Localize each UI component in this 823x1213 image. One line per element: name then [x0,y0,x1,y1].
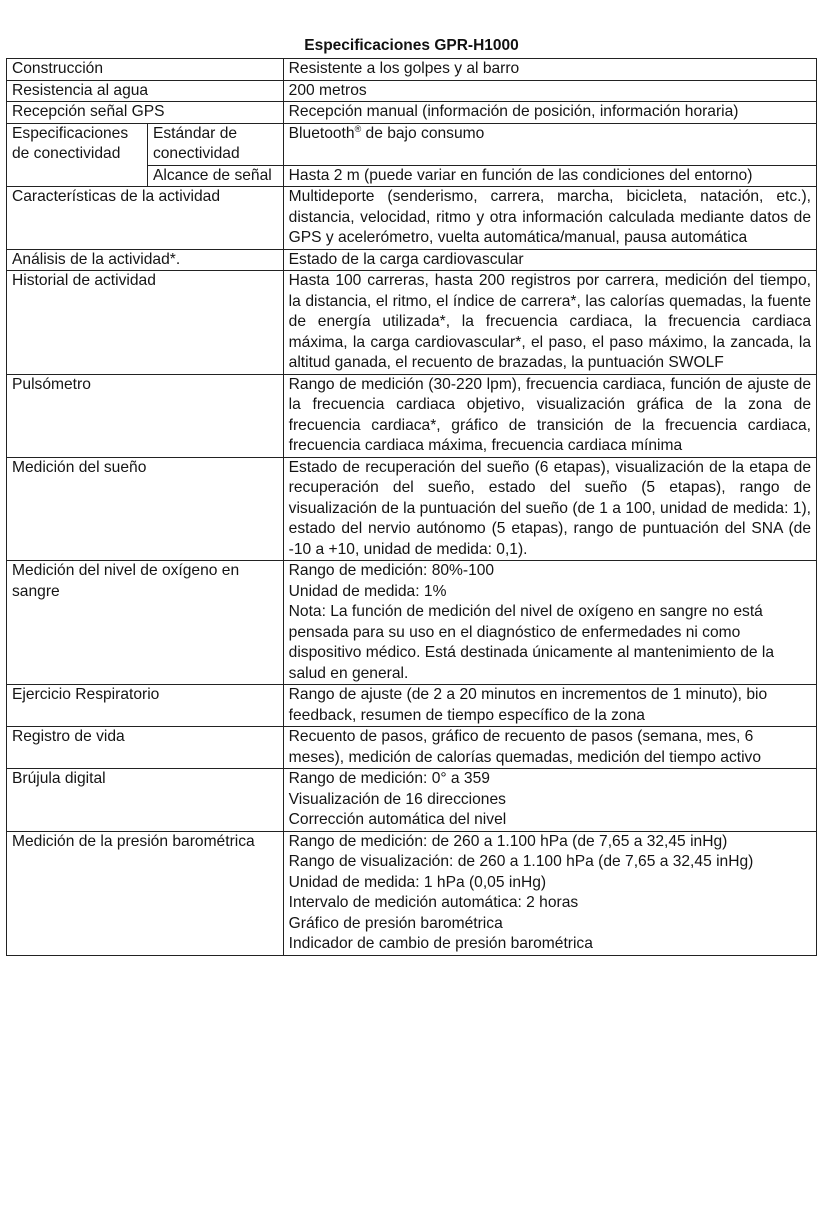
row-value: Recuento de pasos, gráfico de recuento de pasos (semana, mes, 6 meses), medición de calorías quemadas, medición del tiempo activo [283,727,816,769]
table-row [7,561,817,685]
row-label: Construcción [7,59,284,81]
row-value: Multideporte (senderismo, carrera, marcha, bicicleta, natación, etc.), distancia, velocidad, ritmo y otra información calculada mediante datos de GPS y acelerómetro, vuelta automática/manual, pausa automática [283,187,816,250]
table-row [7,271,817,375]
row-label: Medición del nivel de oxígeno en sangre [7,561,284,685]
table-row [7,187,817,250]
row-value [283,831,816,955]
value-line: Intervalo de medición automática: 2 horas [288,894,579,911]
row-value: Rango de ajuste (de 2 a 20 minutos en incrementos de 1 minuto), bio feedback, resumen de tiempo específico de la zona [283,685,816,727]
row-value: Hasta 2 m (puede variar en función de las condiciones del entorno) [283,165,816,187]
specifications-table [6,58,817,956]
table-row [7,727,817,769]
row-label: Registro de vida [7,727,284,769]
value-line: Nota: La función de medición del nivel de oxígeno en sangre no está pensada para su uso en el diagnóstico de enfermedades ni como dispositivo médico. Está destinada únicamente al mantenimiento de la salud en general. [288,603,775,682]
row-label: Brújula digital [7,769,284,832]
row-value: Hasta 100 carreras, hasta 200 registros por carrera, medición del tiempo, la distancia, el ritmo, el índice de carrera*, las calorías quemadas, la fuente de energía utilizada*, la frecuencia cardiaca, la frecuencia cardiaca máxima, la carga cardiovascular*, el paso, el paso máximo, la zancada, la altitud ganada, el recuento de brazadas, la puntuación SWOLF [283,271,816,375]
row-value: Rango de medición (30-220 lpm), frecuencia cardiaca, función de ajuste de la frecuencia cardiaca objetivo, visualización gráfica de la zona de frecuencia cardiaca*, gráfico de transición de la frecuencia cardiaca, frecuencia cardiaca máxima, frecuencia cardiaca mínima [283,374,816,457]
row-label: Resistencia al agua [7,80,284,102]
table-row [7,123,817,165]
table-row [7,685,817,727]
sub-row-label: Estándar de conectividad [147,123,283,165]
document-title: Especificaciones GPR-H1000 [304,37,519,54]
row-label: Recepción señal GPS [7,102,284,124]
sub-row-label: Alcance de señal [147,165,283,187]
table-row [7,769,817,832]
row-value [283,769,816,832]
table-row [7,831,817,955]
value-line: Rango de medición: 80%-100 [288,562,495,579]
value-line: Rango de visualización: de 260 a 1.100 hPa (de 7,65 a 32,45 inHg) [288,853,754,870]
table-row [7,80,817,102]
registered-mark: ® [354,123,362,134]
bluetooth-suffix: de bajo consumo [361,124,485,142]
row-label: Pulsómetro [7,374,284,457]
row-label: Historial de actividad [7,271,284,375]
row-label: Características de la actividad [7,187,284,250]
table-row [7,249,817,271]
table-row [7,102,817,124]
table-row [7,374,817,457]
row-label: Medición de la presión barométrica [7,831,284,955]
row-label: Ejercicio Respiratorio [7,685,284,727]
value-line: Unidad de medida: 1% [288,582,447,600]
value-line: Gráfico de presión barométrica [288,914,503,932]
value-line: Rango de medición: de 260 a 1.100 hPa (de 7,65 a 32,45 inHg) [288,832,728,850]
row-value: Estado de recuperación del sueño (6 etapas), visualización de la etapa de recuperación del sueño, estado del sueño (5 etapas), rango de visualización de la puntuación del sueño (de 1 a 100, unidad de medida: 1), estado del nervio autónomo (5 etapas), rango de puntuación del SNA (de -10 a +10, unidad de medida: 0,1). [283,457,816,561]
row-value: 200 metros [283,80,816,102]
value-line: Visualización de 16 direcciones [288,790,506,808]
row-label: Especificaciones de conectividad [7,123,148,187]
table-row [7,457,817,561]
row-label: Análisis de la actividad*. [7,249,284,271]
value-line: Rango de medición: 0° a 359 [288,770,490,787]
row-value: Estado de la carga cardiovascular [283,249,816,271]
bluetooth-text: Bluetooth [288,124,355,142]
row-value: Resistente a los golpes y al barro [283,59,816,81]
value-line: Indicador de cambio de presión barométrica [288,935,593,952]
row-label: Medición del sueño [7,457,284,561]
row-value: Recepción manual (información de posición, información horaria) [283,102,816,124]
value-line: Unidad de medida: 1 hPa (0,05 inHg) [288,873,547,891]
value-line: Corrección automática del nivel [288,811,507,828]
row-value [283,561,816,685]
row-value [283,123,816,165]
table-row [7,59,817,81]
